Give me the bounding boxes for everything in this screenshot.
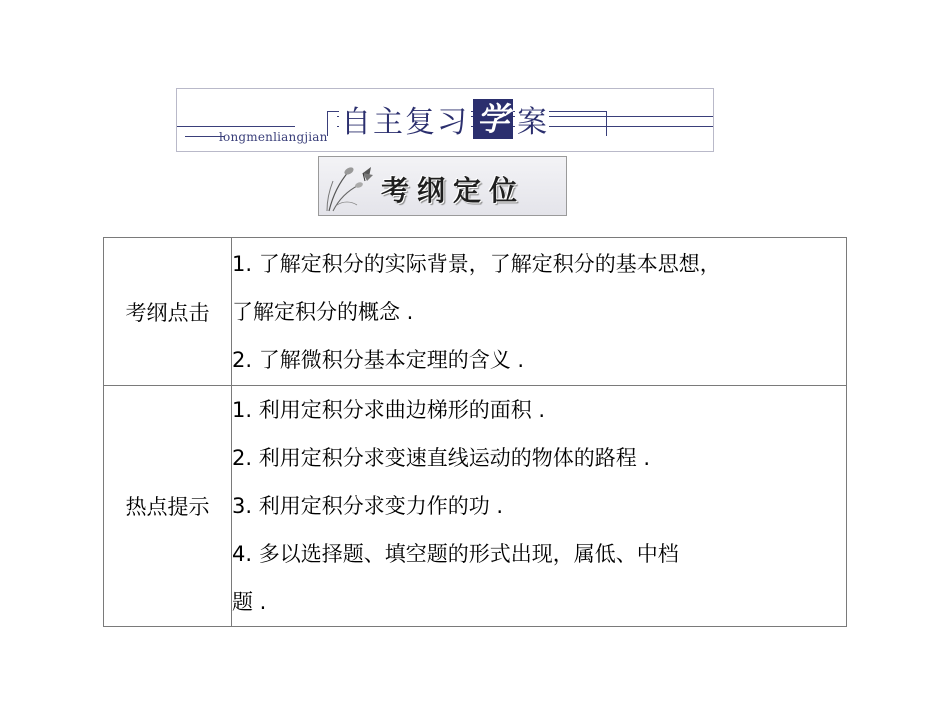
section-banner <box>176 88 714 152</box>
list-item: 了解定积分的概念 . <box>232 299 414 324</box>
list-item: 题 . <box>232 590 267 614</box>
list-item: 2. 利用定积分求变速直线运动的物体的路程 . <box>232 446 651 470</box>
row-heading: 考纲点击 <box>104 238 232 386</box>
row-content <box>232 238 847 386</box>
list-item: 4. 多以选择题、填空题的形式出现，属低、中档 <box>232 542 679 566</box>
table-row <box>104 386 847 627</box>
orchid-butterfly-icon <box>323 161 379 213</box>
row-content <box>232 386 847 627</box>
row-heading: 热点提示 <box>104 386 232 627</box>
banner-title-highlight: 学 <box>473 99 513 139</box>
banner-title-part2: 案 <box>515 97 549 141</box>
syllabus-table <box>103 237 847 627</box>
list-item: 3. 利用定积分求变力作的功 . <box>232 494 504 518</box>
decorative-line <box>177 126 295 127</box>
list-item: 1. 了解定积分的实际背景，了解定积分的基本思想， <box>232 251 721 276</box>
list-item: 1. 利用定积分求曲边梯形的面积 . <box>232 398 546 422</box>
table-row <box>104 238 847 386</box>
banner-title <box>339 99 549 139</box>
list-item: 2. 了解微积分基本定理的含义 . <box>232 347 525 372</box>
banner-title-part1: 自主复习 <box>339 97 471 141</box>
badge-label: 考纲定位 <box>381 174 526 207</box>
section-badge <box>318 156 567 216</box>
banner-subtitle: longmenliangjian <box>219 130 328 144</box>
